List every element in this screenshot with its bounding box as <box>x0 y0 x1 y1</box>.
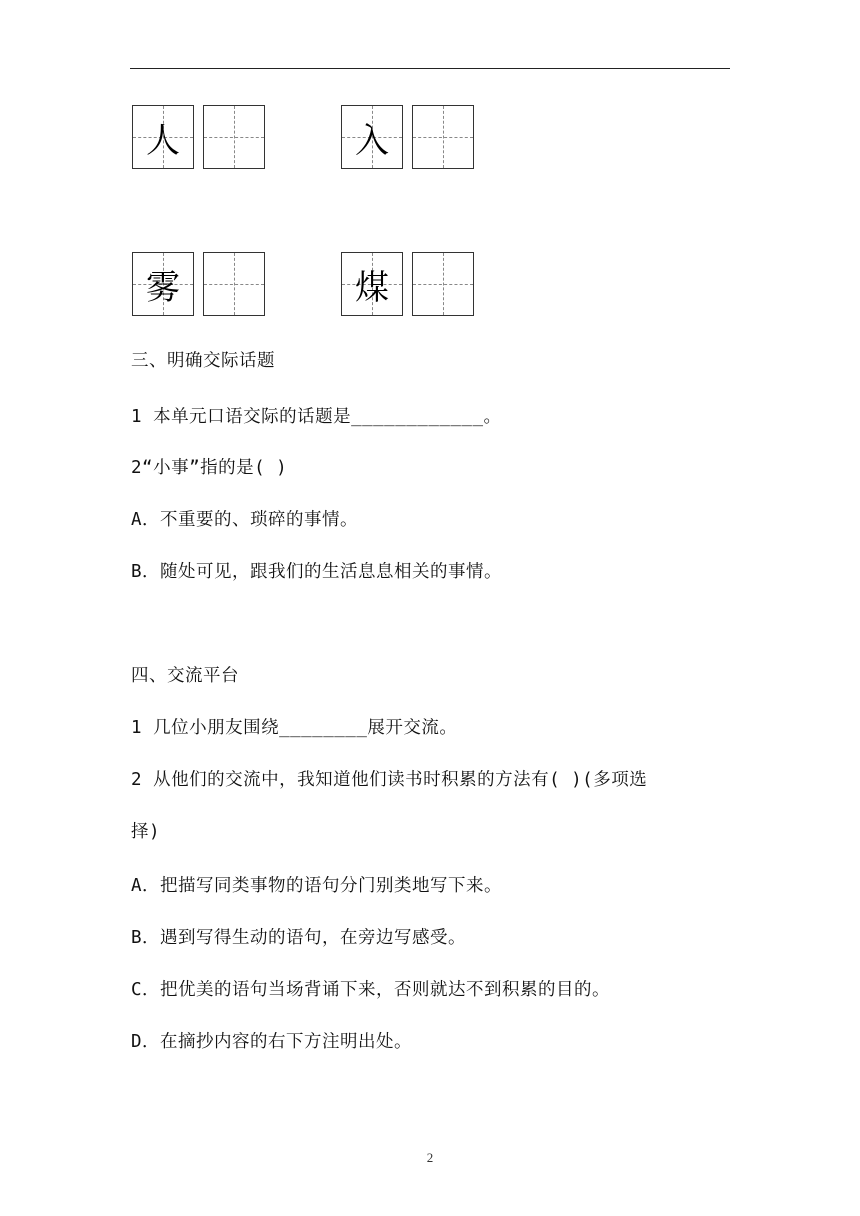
question-text: 1 几位小朋友围绕________展开交流。 <box>131 718 458 738</box>
section-heading: 三、明确交际话题 <box>131 351 275 371</box>
answer-option: B．遇到写得生动的语句，在旁边写感受。 <box>131 928 467 948</box>
writing-grid-blank[interactable] <box>203 105 265 169</box>
answer-option: A．把描写同类事物的语句分门别类地写下来。 <box>131 876 503 896</box>
writing-grid-model <box>341 105 403 169</box>
model-character: 煤 <box>355 267 389 308</box>
writing-grid-blank[interactable] <box>203 252 265 316</box>
question-text-continued: 择) <box>131 822 161 842</box>
answer-option: A．不重要的、琐碎的事情。 <box>131 510 359 530</box>
answer-option: D．在摘抄内容的右下方注明出处。 <box>131 1032 413 1052</box>
answer-option: B．随处可见，跟我们的生活息息相关的事情。 <box>131 562 503 582</box>
section-heading: 四、交流平台 <box>131 666 239 686</box>
question-text: 1 本单元口语交际的话题是____________。 <box>131 407 502 427</box>
writing-grid-model <box>341 252 403 316</box>
model-character: 人 <box>146 120 180 161</box>
model-character: 入 <box>355 120 389 161</box>
writing-grid-blank[interactable] <box>412 105 474 169</box>
question-text: 2“小事”指的是( ) <box>131 458 288 478</box>
writing-grid-model <box>132 105 194 169</box>
page-number: 2 <box>426 1150 434 1165</box>
header-rule <box>130 68 730 69</box>
model-character: 雾 <box>146 267 180 308</box>
writing-grid-model <box>132 252 194 316</box>
answer-option: C．把优美的语句当场背诵下来，否则就达不到积累的目的。 <box>131 980 611 1000</box>
writing-grid-blank[interactable] <box>412 252 474 316</box>
question-text: 2 从他们的交流中，我知道他们读书时积累的方法有( )(多项选 <box>131 770 648 790</box>
